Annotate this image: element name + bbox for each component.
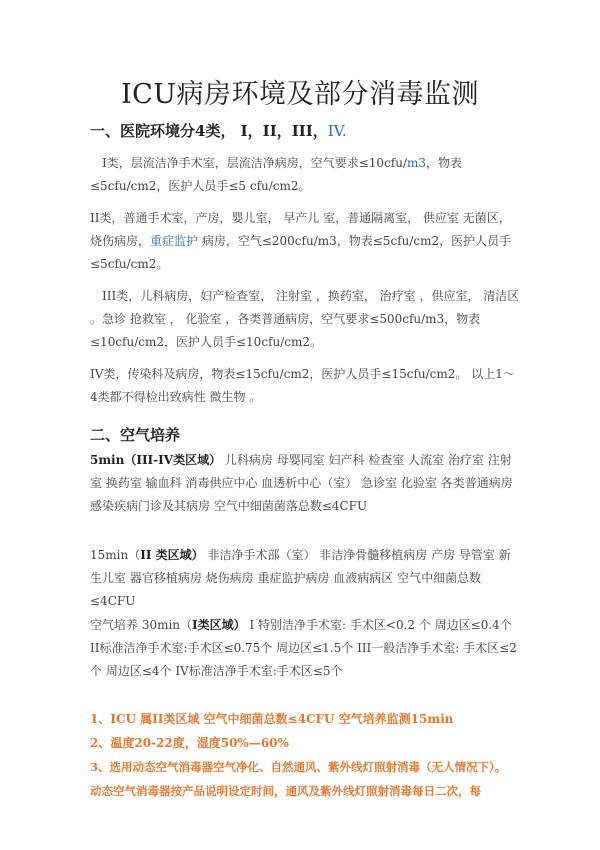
note-1: 1、ICU 属II类区域 空气中细菌总数≤4CFU 空气培养监测15min (90, 712, 454, 726)
prefix-15min: 15min（ (90, 548, 141, 562)
class-1-text-a: I类，层流洁净手术室，层流洁净病房，空气要求≤10cfu/ (102, 156, 407, 170)
paragraph-class-4: IV类，传染科及病房，物表≤15cfu/cm2，医护人员手≤15cfu/cm2。 以上1～4类都不得检出致病性 微生物 。 (90, 367, 515, 404)
section-heading-environment (90, 120, 347, 141)
text-15min: 非洁净手术部（室） 非洁净骨髓移植病房 产房 导管室 新生儿室 器官移植病房 烧伤病房 重症监护病房 血液病病区 空气中细菌总数≤4CFU (90, 548, 511, 608)
class-2-text-b: 病房，空气≤200cfu/m3，物表≤5cfu/cm2，医护人员手≤5cfu/cm2。 (90, 234, 512, 271)
note-3: 3、选用动态空气消毒器空气净化、自然通风、紫外线灯照射消毒（无人情况下）。 (90, 760, 507, 774)
paragraph-5min (90, 449, 520, 518)
class-1-unit-m3: m3 (407, 156, 427, 170)
class-1-text-b: ，物表≤5cfu/cm2，医护人员手≤5 cfu/cm2。 (90, 156, 463, 193)
paragraph-class-2 (90, 207, 520, 276)
page-title: ICU病房环境及部分消毒监测 (120, 79, 480, 110)
label-5min: 5min（III-IV类区域） (90, 453, 222, 467)
section-heading-environment-accent: IV. (327, 122, 347, 140)
label-30min: I类区域） (192, 618, 246, 632)
section-heading-environment-text: 一、医院环境分4类， I，II，III， (90, 122, 328, 140)
paragraph-class-3: III类，儿科病房，妇产检查室， 注射室 ，换药室， 治疗室 ，供应室， 清洁区 。急诊 抢救室 ， 化验室 ，各类普通病房，空气要求≤500cfu/m3，物表≤10cfu/cm2，医护人员手≤10cfu/cm2。 (90, 289, 520, 349)
label-15min: II 类区域） (140, 548, 204, 562)
class-2-text-a: II类，普通手术室，产房，婴儿室， 早产儿 室，普通隔离室， 供应室 无菌区，烧伤病房， (90, 211, 511, 248)
class-2-icu-link[interactable]: 重症监护 (150, 234, 199, 248)
prefix-30min: 空气培养 30min（ (90, 618, 193, 632)
section-heading-air-culture: 二、空气培养 (90, 426, 181, 444)
text-5min: 儿科病房 母婴同室 妇产科 检查室 人流室 治疗室 注射室 换药室 输血科 消毒供应中心 血透析中心（室） 急诊室 化验室 各类普通病房 感染疾病门诊及其病房 空气中细菌菌落总数≤4CFU (90, 453, 513, 513)
paragraph-30min (90, 614, 520, 683)
paragraph-class-1 (90, 152, 520, 198)
note-4: 动态空气消毒器按产品说明设定时间，通风及紫外线灯照射消毒每日二次，每 (90, 784, 481, 798)
paragraph-15min (90, 544, 520, 613)
note-2: 2、温度20-22度，湿度50%—60% (90, 736, 289, 750)
text-30min: I 特别洁净手术室: 手术区<0.2 个 周边区≤0.4个 II标准洁净手术室:手术区≤0.75个 周边区≤1.5个 III一般洁净手术室: 手术区≤2个 周边区≤4个 IV标准洁净手术室:手术区≤5个 (90, 618, 517, 678)
